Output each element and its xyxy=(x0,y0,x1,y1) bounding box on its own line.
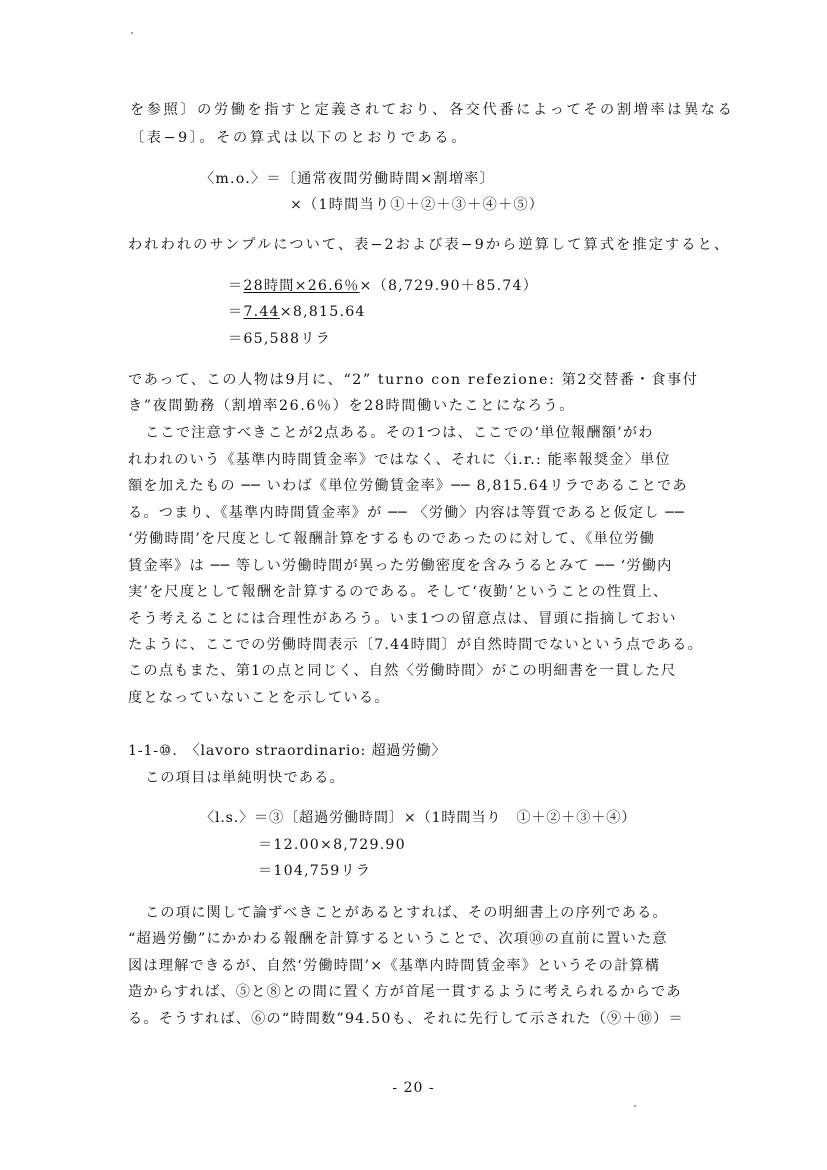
text-line: 図は理解できるが、自然‘労働時間’×《基準内時間賃金率》というその計算構 xyxy=(128,958,661,974)
equals-sign: ＝ xyxy=(228,304,244,320)
formula-line: ＝104,759リラ xyxy=(258,863,372,879)
text-line: ここで注意すべきことが2点ある。その1つは、ここでの‘単位報酬額’がわ xyxy=(145,425,654,441)
text-line: “超過労働”にかかわる報酬を計算するということで、次項⑩の直前に置いた意 xyxy=(128,931,668,947)
calculation-rest: ×（8,729.90＋85.74） xyxy=(359,278,539,294)
calculation-line xyxy=(228,277,538,295)
calculation-rest: ×8,815.64 xyxy=(279,304,366,320)
underlined-term: 7.44 xyxy=(243,304,280,320)
text-line: れわれのいう《基準内時間賃金率》ではなく、それに〈i.r.: 能率報奨金〉単位 xyxy=(128,452,671,468)
text-line: き”夜間勤務（割増率26.6％）を28時間働いたことになろう。 xyxy=(128,398,575,414)
page-number: - 20 - xyxy=(392,1080,435,1096)
calculation-line: ＝65,588リラ xyxy=(228,331,332,347)
section-heading: 1-1-⑩. 〈lavoro straordinario: 超過労働〉 xyxy=(128,743,447,759)
text-line: を参照〕の労働を指すと定義されており、各交代番によってその割増率は異なる xyxy=(130,102,735,118)
text-line: ‘労働時間’を尺度として報酬計算をするものであったのに対して、《単位労働 xyxy=(128,531,656,547)
text-line: この項目は単純明快である。 xyxy=(145,770,346,786)
text-line: たように、ここでの労働時間表示〔7.44時間〕が自然時間でないという点である。 xyxy=(128,637,703,653)
scan-speck xyxy=(634,1105,636,1107)
formula-line: 〈m.o.〉＝〔通常夜間労働時間×割増率〕 xyxy=(200,171,495,187)
formula-line: ×（1時間当り①＋②＋③＋④＋⑤） xyxy=(290,197,545,213)
text-line: 額を加えたもの ── いわば《単位労働賃金率》── 8,815.64リラであることであ xyxy=(128,478,688,494)
scan-speck xyxy=(131,32,133,34)
equals-sign: ＝ xyxy=(228,278,244,294)
text-line: る。つまり、《基準内時間賃金率》が ── 〈労働〉内容は等質であると仮定し ── xyxy=(128,505,685,521)
calculation-line xyxy=(228,303,366,321)
text-line: 造からすれば、⑤と⑧との間に置く方が首尾一貫するように考えられるからであ xyxy=(128,984,682,1000)
formula-line: 〈l.s.〉＝③〔超過労働時間〕×（1時間当り ①＋②＋③＋④） xyxy=(200,810,637,826)
text-line: 度となっていないことを示している。 xyxy=(128,690,390,706)
text-line: そう考えることには合理性があろう。いま1つの留意点は、冒頭に指摘しておい xyxy=(128,611,677,627)
formula-line: ＝12.00×8,729.90 xyxy=(258,837,406,853)
text-line: われわれのサンプルについて、表−2および表−9から逆算して算式を推定すると、 xyxy=(128,237,731,253)
text-line: る。そうすれば、⑥の“時間数”94.50も、それに先行して示された（⑨＋⑩）＝ xyxy=(128,1011,684,1027)
text-line: 賃金率》は ── 等しい労働時間が異った労働密度を含みうるとみて ── ‘労働内 xyxy=(128,558,673,574)
text-line: 実’を尺度として報酬を計算するのである。そして‘夜勤’ということの性質上、 xyxy=(128,584,669,600)
text-line: この項に関して論ずべきことがあるとすれば、その明細書上の序列である。 xyxy=(145,905,668,921)
text-line: この点もまた、第1の点と同じく、自然〈労働時間〉がこの明細書を一貫した尺 xyxy=(128,663,677,679)
text-line: 〔表−9〕。その算式は以下のとおりである。 xyxy=(130,130,468,146)
text-line: であって、この人物は9月に、“2” turno con refezione: 第2交替番・食事付 xyxy=(128,372,699,388)
underlined-term: 28時間×26.6％ xyxy=(243,278,360,294)
